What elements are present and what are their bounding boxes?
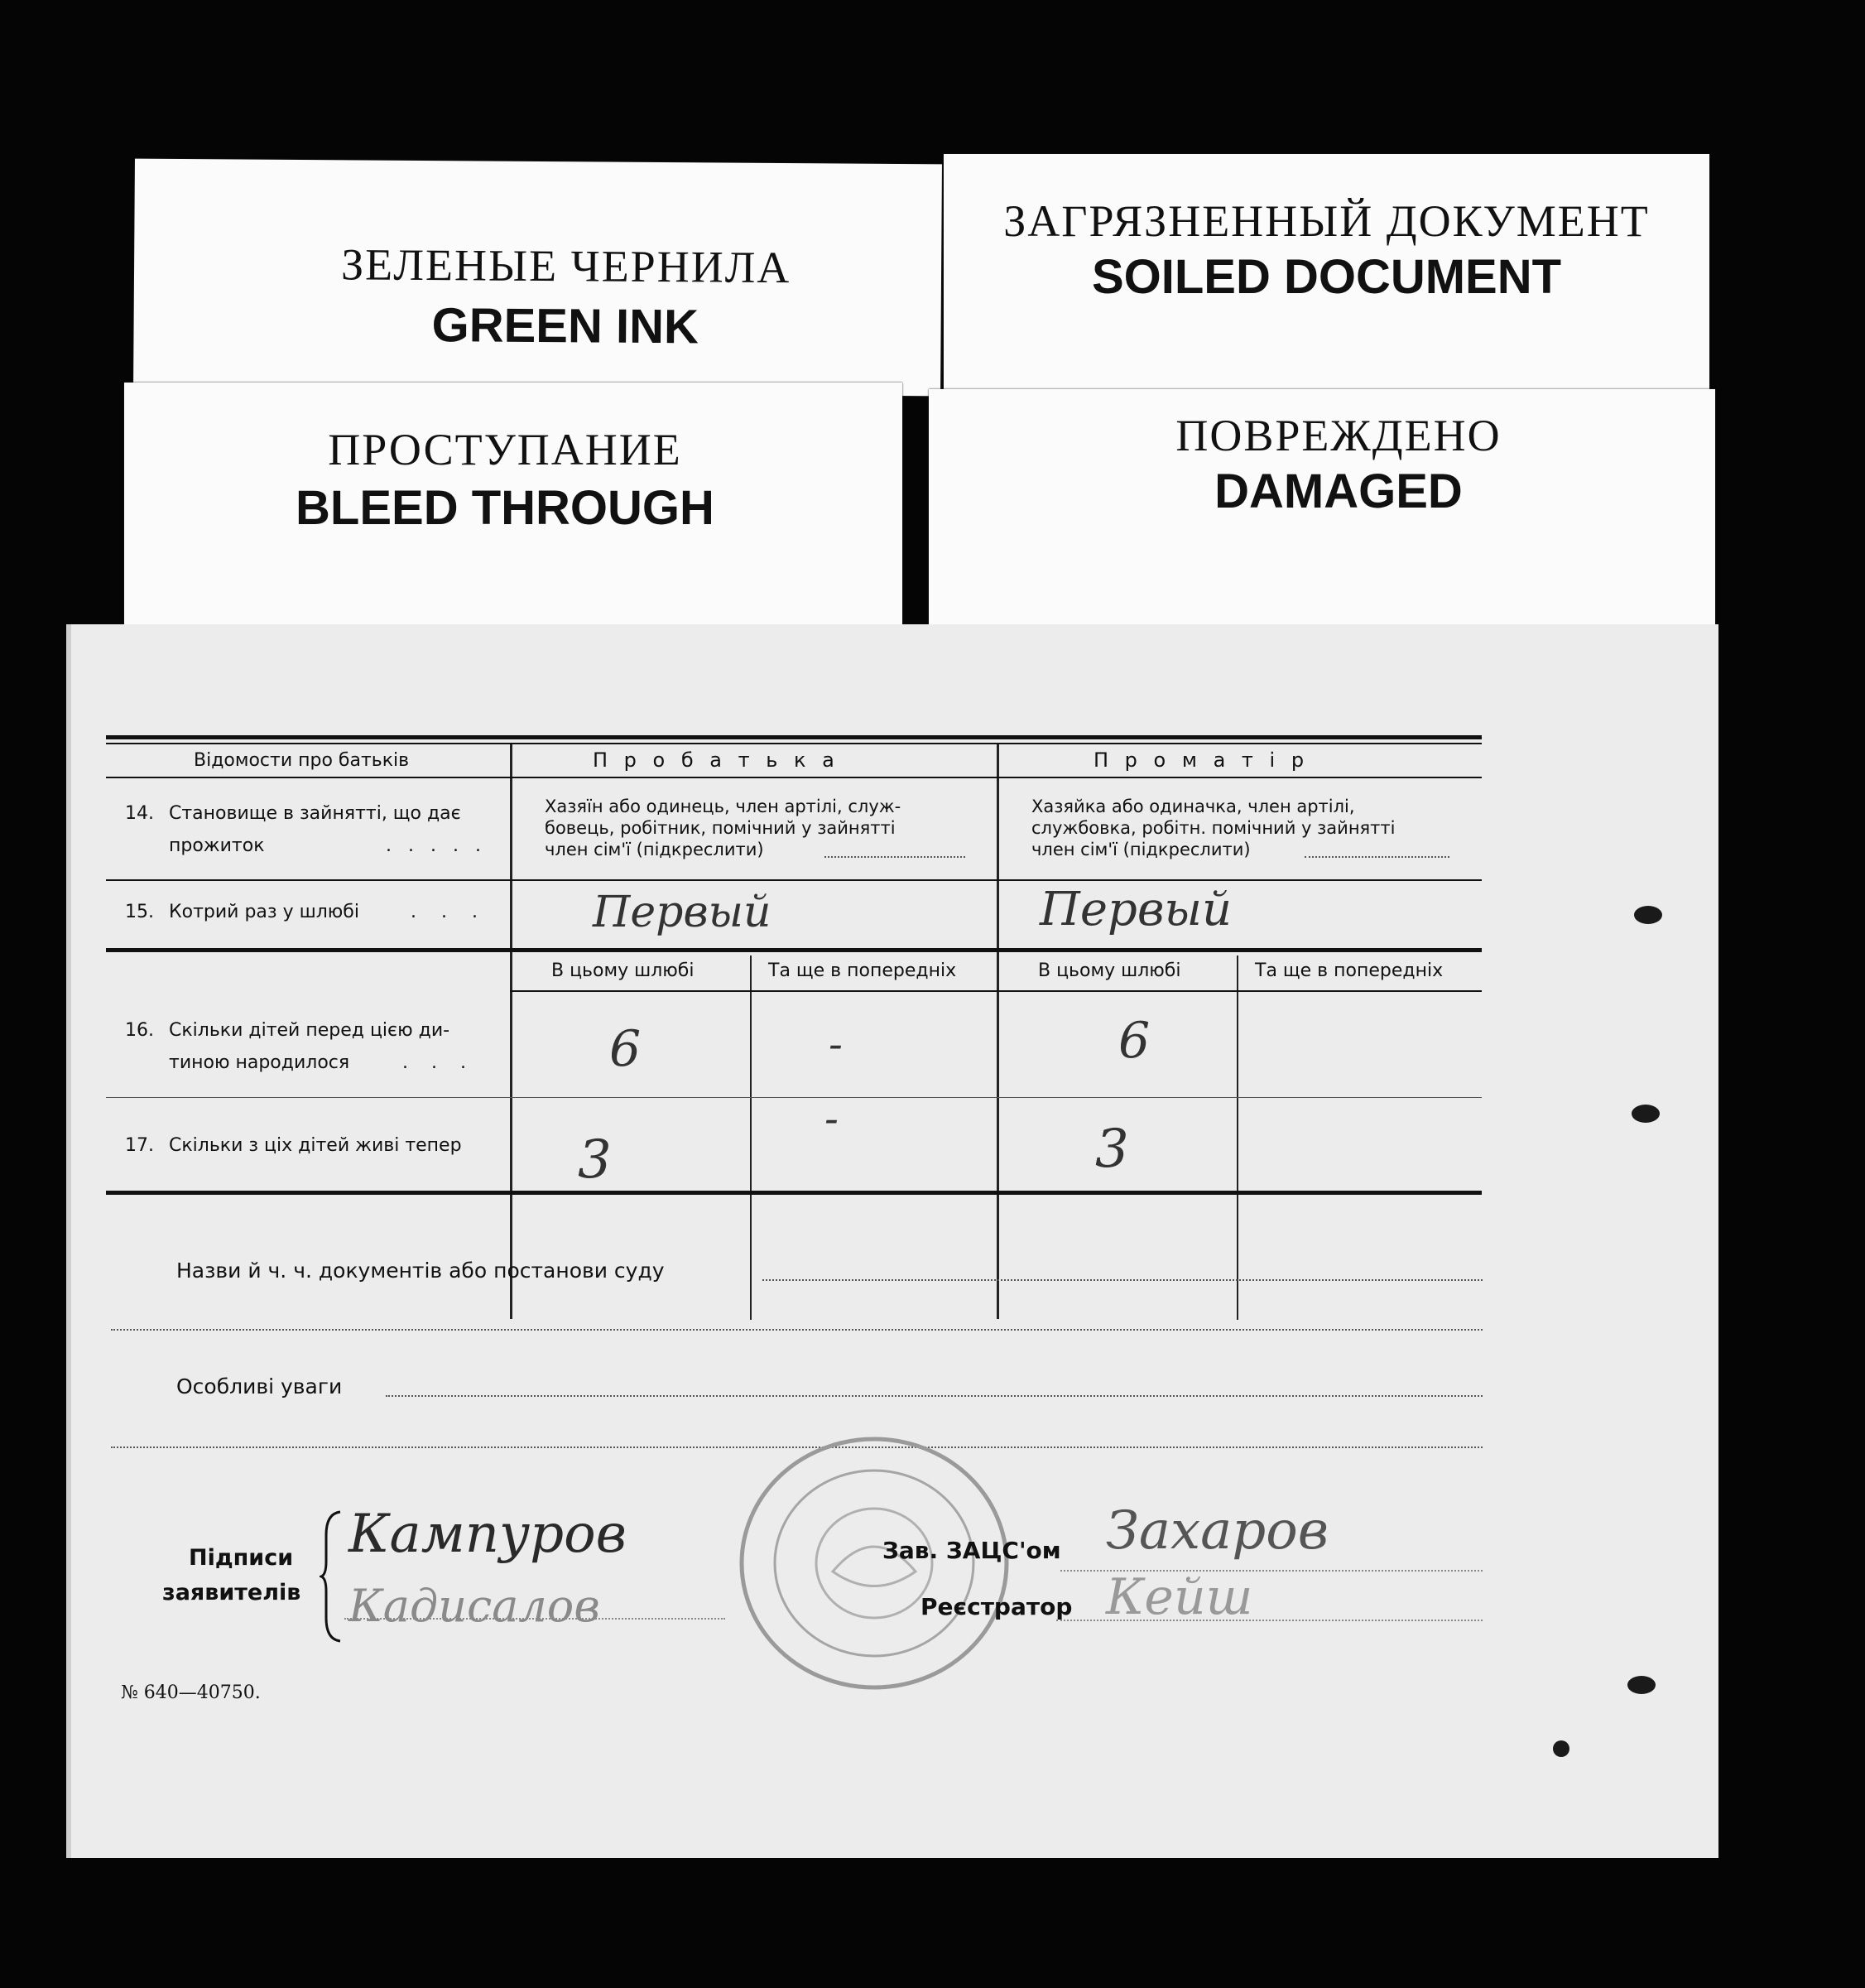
row16-mother-this: 6	[1118, 1012, 1151, 1070]
label-card-soiled	[944, 154, 1709, 402]
row14-mother-line1: Хазяйка або одиначка, член артілі,	[1031, 797, 1355, 816]
row14-father-line1: Хазяїн або одинець, член артілі, служ-	[545, 797, 901, 816]
row14-father-line3: член сім'ї (підкреслити)	[545, 840, 764, 859]
row16-father-this: 6	[609, 1020, 642, 1078]
row14-mother-line3: член сім'ї (підкреслити)	[1031, 840, 1251, 859]
row16-label-line1: Скільки дітей перед цією ди-	[169, 1020, 450, 1041]
documents-label: Назви й ч. ч. документів або постанови суду	[176, 1259, 665, 1283]
row14-num: 14.	[125, 803, 154, 824]
table-top-rule	[106, 735, 1482, 739]
punch-hole	[1632, 1105, 1660, 1123]
applicant-signature-1: Кампуров	[348, 1504, 627, 1565]
subheader-this-marriage-father: В цьому шлюбі	[551, 960, 695, 981]
subheader-this-marriage-mother: В цьому шлюбі	[1038, 960, 1181, 981]
head-of-registry-label: Зав. ЗАЦС'ом	[882, 1537, 1061, 1564]
table-bottom-rule	[106, 1191, 1482, 1195]
label-card-damaged	[929, 389, 1715, 654]
header-about-mother: П р о м а т і р	[1094, 749, 1310, 772]
row15-father-value: Первый	[593, 888, 771, 937]
label-damaged-en: DAMAGED	[1214, 465, 1463, 518]
punch-hole	[1627, 1676, 1656, 1694]
header-about-father: П р о б а т ь к а	[593, 749, 839, 772]
form-sheet: Відомости про батьків П р о б а т ь к а П р о м а т і р 14. Становище в зайнятті, що дає прожиток ..... Хазяїн або одинець, член артілі, служ- бовець, робітник, помічний у зайнятті член сім'ї (підкреслити) Хазяйка або одиначка, член артілі, службовка, робітн. помічний у зайнятті член сім'ї (підкреслити) 15. Котрий раз у шлюбі ... Первый Первый В цьому шлюбі Та ще в попередніх В цьому шлюбі Та ще в попередніх 16. Скільки дітей перед цією ди- тиною народилося ... 6 - 6 17. Скільки з ціх дітей живі тепер 3 - 3 Назви й ч. ч. документів або постанови суду Особливі уваги Підписи заявителів Кампуров Кадисалов Зав. ЗАЦС'ом Захаров Реєстратор Кейш № 640—40750.	[66, 624, 1718, 1858]
notes-label: Особливі уваги	[176, 1374, 343, 1398]
row14-mother-line2: службовка, робітн. помічний у зайнятті	[1031, 818, 1396, 838]
row14-father-line2: бовець, робітник, помічний у зайнятті	[545, 818, 896, 838]
signatures-brace	[320, 1510, 344, 1643]
row17-father-this: 3	[578, 1129, 612, 1191]
label-bleed-en: BLEED THROUGH	[296, 481, 714, 535]
signatures-label-line2: заявителів	[162, 1580, 301, 1605]
row17-label: Скільки з ціх дітей живі тепер	[169, 1135, 462, 1156]
label-card-green-ink	[133, 159, 942, 397]
label-damaged-ru: ПОВРЕЖДЕНО	[1175, 411, 1502, 460]
label-soiled-en: SOILED DOCUMENT	[1091, 250, 1562, 304]
row17-father-prev: -	[824, 1095, 839, 1143]
label-soiled-ru: ЗАГРЯЗНЕННЫЙ ДОКУМЕНТ	[1003, 196, 1650, 246]
header-parents-info: Відомости про батьків	[194, 750, 410, 771]
row16-label-line2: тиною народилося	[169, 1052, 350, 1073]
punch-hole	[1553, 1740, 1569, 1757]
applicant-signature-2: Кадисалов	[348, 1580, 600, 1632]
row17-num: 17.	[125, 1135, 154, 1156]
label-bleed-ru: ПРОСТУПАНИЕ	[328, 425, 682, 474]
label-green-ink-en: GREEN INK	[431, 298, 699, 354]
head-of-registry-signature: Захаров	[1106, 1500, 1329, 1562]
row14-label-line2: прожиток	[169, 835, 265, 856]
signatures-label-line1: Підписи	[189, 1545, 294, 1571]
subheader-previous-mother: Та ще в попередніх	[1255, 960, 1444, 981]
label-green-ink-ru: ЗЕЛЕНЫЕ ЧЕРНИЛА	[340, 239, 791, 293]
row16-num: 16.	[125, 1020, 154, 1041]
row17-mother-this: 3	[1095, 1119, 1129, 1180]
registrar-label: Реєстратор	[920, 1593, 1073, 1620]
row14-label-line1: Становище в зайнятті, що дає	[169, 803, 461, 824]
registrar-signature: Кейш	[1106, 1568, 1253, 1626]
subheader-previous-father: Та ще в попередніх	[768, 960, 957, 981]
row16-father-prev: -	[829, 1020, 843, 1068]
row15-label: Котрий раз у шлюбі	[169, 902, 359, 922]
form-number: № 640—40750.	[121, 1682, 261, 1703]
punch-hole	[1634, 906, 1662, 924]
row15-mother-value: Первый	[1040, 883, 1233, 936]
label-card-bleed	[124, 383, 902, 656]
row15-num: 15.	[125, 902, 154, 922]
